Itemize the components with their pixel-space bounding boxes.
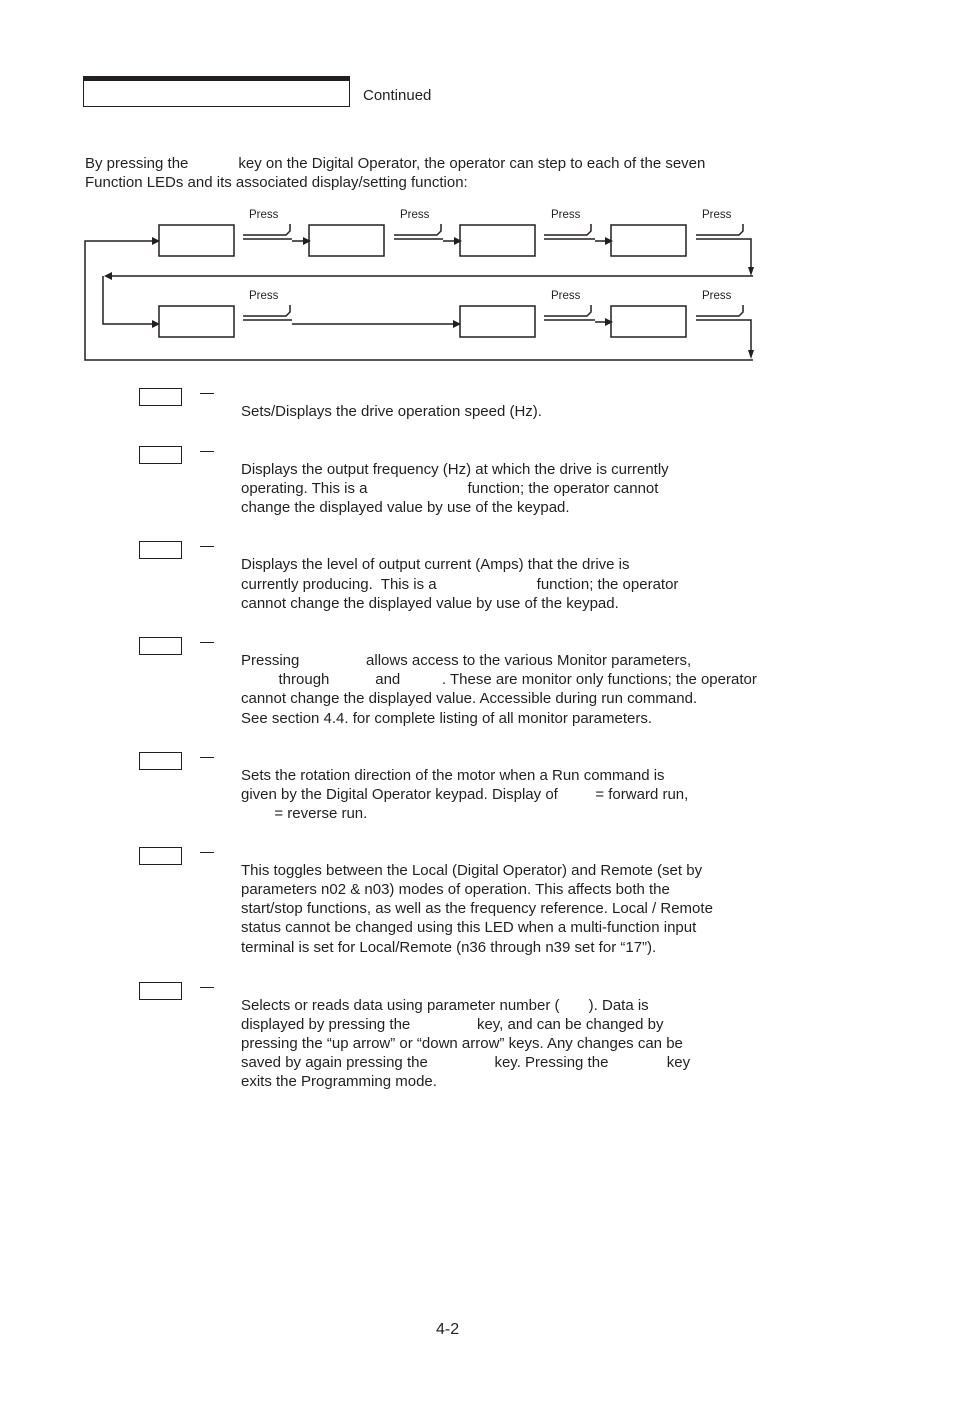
item-7-line-1: Selects or reads data using parameter number ( ). Data is xyxy=(241,997,649,1014)
led-indicator-box xyxy=(139,982,182,1000)
item-7-line-3: pressing the “up arrow” or “down arrow” keys. Any changes can be xyxy=(241,1035,683,1052)
item-2-line-3: change the displayed value by use of the keypad. xyxy=(241,499,570,516)
flow-box-6 xyxy=(460,306,535,337)
press-label: Press xyxy=(551,290,581,302)
item-7-line-5: exits the Programming mode. xyxy=(241,1073,437,1090)
item-6-line-3: start/stop functions, as well as the frequency reference. Local / Remote xyxy=(241,900,713,917)
item-7-line-4: saved by again pressing the key. Pressing the key xyxy=(241,1054,691,1071)
continued-label: Continued xyxy=(363,87,432,104)
flow-box-7 xyxy=(611,306,686,337)
led-indicator-box xyxy=(139,541,182,559)
item-4-line-1: Pressing allows access to the various Monitor parameters, xyxy=(241,652,692,669)
press-label: Press xyxy=(551,209,581,221)
press-label: Press xyxy=(249,209,279,221)
led-indicator-box xyxy=(139,388,182,406)
led-indicator-box xyxy=(139,637,182,655)
item-3-line-2: currently producing. This is a function; the operator xyxy=(241,576,679,593)
intro-line-2: Function LEDs and its associated display/setting function: xyxy=(85,174,468,191)
item-4-line-3: cannot change the displayed value. Accessible during run command. xyxy=(241,690,698,707)
item-5-line-3: = reverse run. xyxy=(241,805,368,822)
page-number: 4-2 xyxy=(436,1321,460,1338)
press-label: Press xyxy=(702,209,732,221)
em-dash xyxy=(200,642,214,643)
led-indicator-box xyxy=(139,752,182,770)
item-6-line-4: status cannot be changed using this LED when a multi-function input xyxy=(241,919,697,936)
item-5-line-2: given by the Digital Operator keypad. Display of = forward run, xyxy=(241,786,689,803)
flow-box-5 xyxy=(159,306,234,337)
em-dash xyxy=(200,546,214,547)
led-indicator-box xyxy=(139,446,182,464)
item-5-line-1: Sets the rotation direction of the motor when a Run command is xyxy=(241,767,665,784)
press-label: Press xyxy=(400,209,430,221)
item-2-line-1: Displays the output frequency (Hz) at which the drive is currently xyxy=(241,461,669,478)
em-dash xyxy=(200,393,214,394)
em-dash xyxy=(200,852,214,853)
em-dash xyxy=(200,757,214,758)
item-4-line-2: through and . These are monitor only functions; the operator xyxy=(241,671,757,688)
press-label: Press xyxy=(702,290,732,302)
flow-box-2 xyxy=(309,225,384,256)
intro-line-1: By pressing the key on the Digital Operator, the operator can step to each of the seven xyxy=(85,155,706,172)
flow-box-4 xyxy=(611,225,686,256)
item-1-line-1: Sets/Displays the drive operation speed (Hz). xyxy=(241,403,542,420)
press-label: Press xyxy=(249,290,279,302)
flow-box-1 xyxy=(159,225,234,256)
led-indicator-box xyxy=(139,847,182,865)
item-6-line-2: parameters n02 & n03) modes of operation. This affects both the xyxy=(241,881,670,898)
item-3-line-3: cannot change the displayed value by use of the keypad. xyxy=(241,595,619,612)
item-6-line-1: This toggles between the Local (Digital Operator) and Remote (set by xyxy=(241,862,703,879)
item-6-line-5: terminal is set for Local/Remote (n36 through n39 set for “17”). xyxy=(241,939,657,956)
item-2-line-2: operating. This is a function; the operator cannot xyxy=(241,480,659,497)
item-3-line-1: Displays the level of output current (Amps) that the drive is xyxy=(241,556,630,573)
item-7-line-2: displayed by pressing the key, and can be changed by xyxy=(241,1016,664,1033)
flow-box-3 xyxy=(460,225,535,256)
em-dash xyxy=(200,451,214,452)
function-led-flow-diagram xyxy=(0,0,954,400)
em-dash xyxy=(200,987,214,988)
item-4-line-4: See section 4.4. for complete listing of all monitor parameters. xyxy=(241,710,653,727)
